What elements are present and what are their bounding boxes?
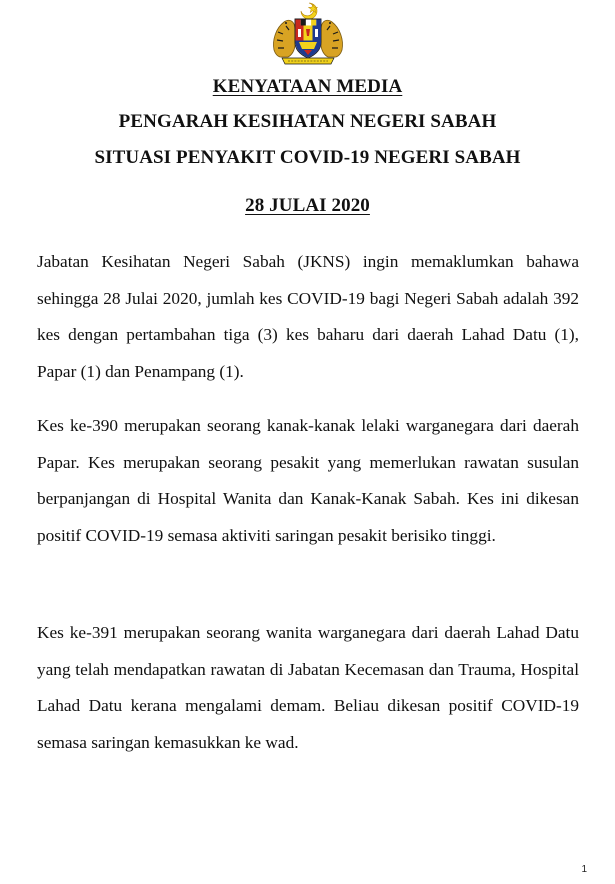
page-number: 1 <box>581 864 587 875</box>
media-statement-heading: KENYATAAN MEDIA <box>212 76 403 97</box>
issuer-heading: PENGARAH KESIHATAN NEGERI SABAH <box>118 111 497 132</box>
paragraph-case-390: Kes ke-390 merupakan seorang kanak-kanak lelaki warganegara dari daerah Papar. Kes merupakan seorang pesakit yang memerlukan rawatan susulan berpanjangan di Hospital Wanita dan Kanak-Kanak Sabah. Kes ini dikesan positif COVID-19 semasa aktiviti saringan pesakit berisiko tinggi. <box>37 416 579 545</box>
paragraph-case-391: Kes ke-391 merupakan seorang wanita warganegara dari daerah Lahad Datu yang telah mendapatkan rawatan di Jabatan Kecemasan dan Trauma, Hospital Lahad Datu kerana mengalami demam. Beliau dikesan positif COVID-19 semasa saringan kemasukkan ke wad. <box>37 623 579 752</box>
malaysia-coat-of-arms-icon <box>268 2 348 66</box>
paragraph-summary: Jabatan Kesihatan Negeri Sabah (JKNS) ingin memaklumkan bahawa sehingga 28 Julai 2020, jumlah kes COVID-19 bagi Negeri Sabah adalah 392 kes dengan pertambahan tiga (3) kes baharu dari daerah Lahad Datu (1), Papar (1) dan Penampang (1). <box>37 252 579 381</box>
subject-heading: SITUASI PENYAKIT COVID-19 NEGERI SABAH <box>94 147 521 168</box>
statement-date: 28 JULAI 2020 <box>245 195 370 216</box>
